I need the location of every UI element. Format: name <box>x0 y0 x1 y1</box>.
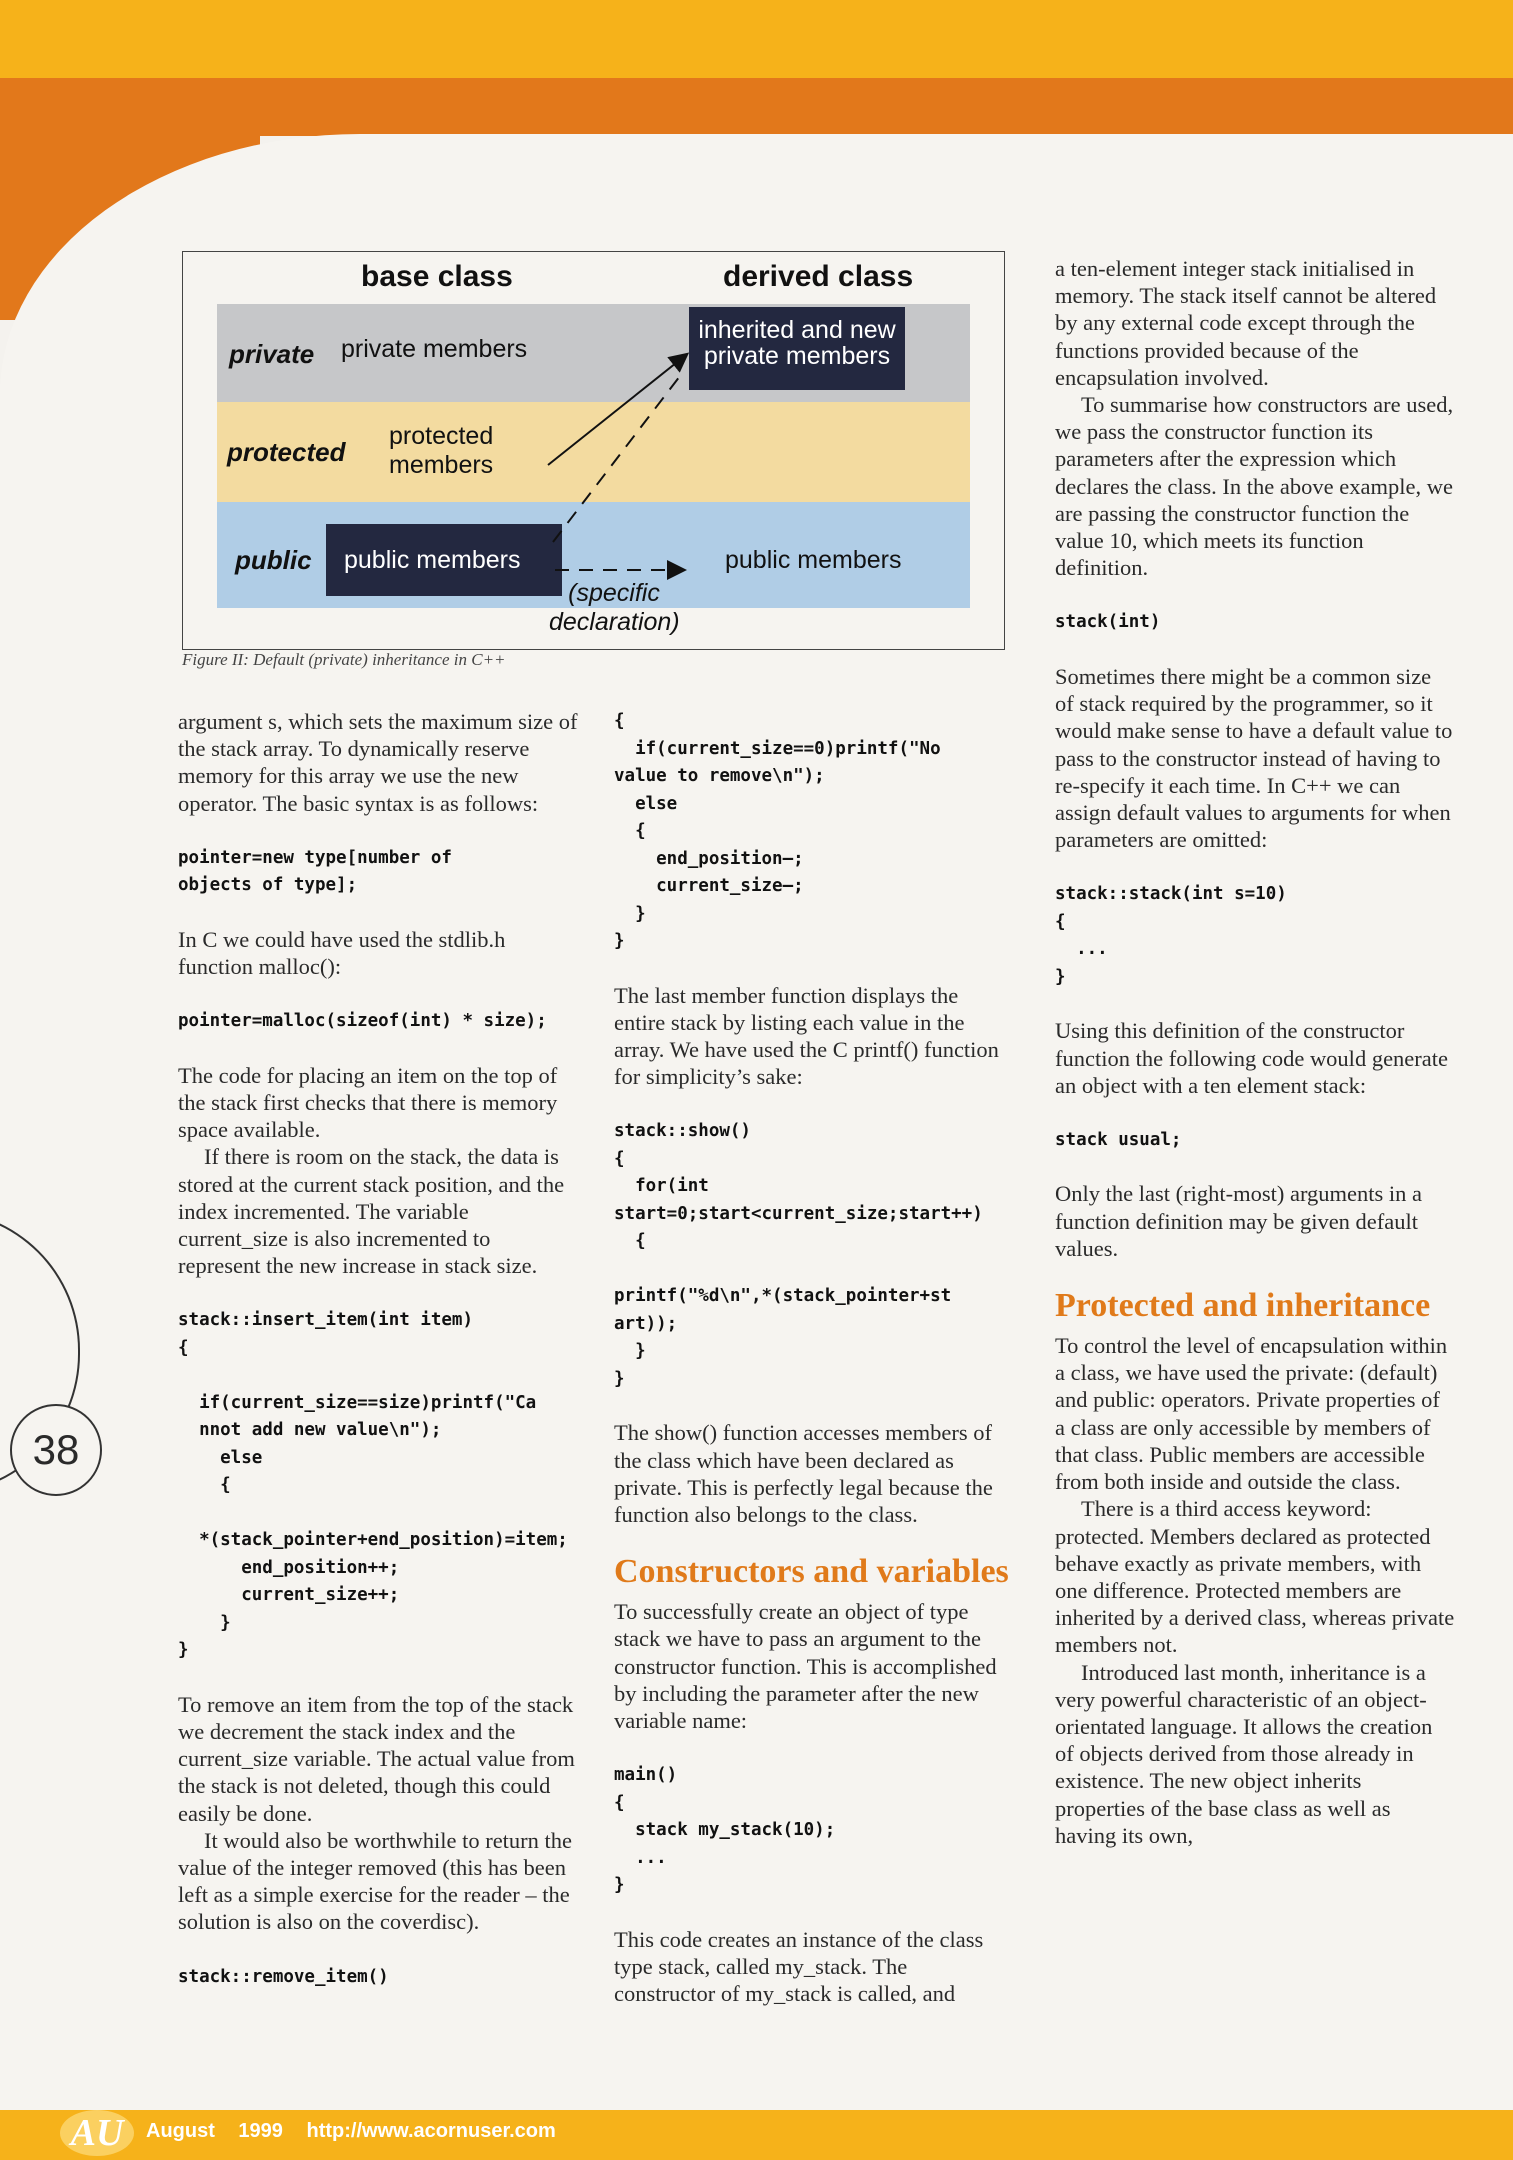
paragraph: The show() function accesses members of the class which have been declared as private. This is perfectly legal because the function also belongs to the class. <box>614 1420 993 1527</box>
paragraph: Only the last (right-most) arguments in a function definition may be given default values. <box>1055 1181 1423 1261</box>
paragraph: To remove an item from the top of the stack we decrement the stack index and the current_size variable. The actual value from the stack is not deleted, though this could easily be done. <box>178 1691 575 1826</box>
paragraph: The code for placing an item on the top of the stack first checks that there is memory space available. <box>178 1062 558 1143</box>
acorn-user-logo: AU <box>60 2110 134 2156</box>
inheritance-diagram <box>182 251 1005 650</box>
protected-label: protected <box>227 437 346 467</box>
code-block: stack::remove_item() <box>178 1966 389 1987</box>
column-1 <box>178 708 578 1991</box>
section-heading-protected: Protected and inheritance <box>1055 1287 1431 1325</box>
protected-members-base: protected members <box>389 422 494 479</box>
code-block: stack::insert_item(int item) { if(current_size==size)printf("Ca nnot add new value\n"); else { *(stack_pointer+end_position)=item; end_position++; current_size++; } } <box>178 1310 568 1661</box>
code-block: pointer=new type[number of objects of type]; <box>178 847 452 896</box>
public-to-private-dashed-arrow <box>553 376 680 542</box>
inheritance-arrows <box>183 252 1004 649</box>
paragraph: argument s, which sets the maximum size of the stack array. To dynamically reserve memory for this array we use the new operator. The basic syntax is as follows: <box>178 709 578 816</box>
specific-declaration-label: (specific declaration) <box>549 579 680 636</box>
code-block: stack usual; <box>1055 1129 1182 1150</box>
paragraph: Sometimes there might be a common size of stack required by the programmer, so it would make sense to have a default value to pass to the constructor instead of having to re-specify it each time. In C++ we can assign default values to arguments for when parameters are omitted: <box>1055 663 1453 853</box>
private-members-base: private members <box>341 335 528 363</box>
page-number: 38 <box>10 1404 102 1496</box>
code-block: stack::stack(int s=10) { ... } <box>1055 884 1287 987</box>
code-block: pointer=malloc(sizeof(int) * size); <box>178 1011 547 1032</box>
footer-date: August 1999 <box>146 2120 283 2142</box>
inherited-private-box: inherited and new private members <box>689 307 905 390</box>
paragraph: To control the level of encapsulation within a class, we have used the private: (default) and public: operators. Private properties of a class are only accessible by members of that class. Public members are accessible from both inside and outside the class. <box>1055 1333 1448 1495</box>
paragraph: If there is room on the stack, the data is stored at the current stack position, and the index incremented. The variable current_size is also incremented to represent the new increase in stack size. <box>178 1144 565 1279</box>
derived-class-heading: derived class <box>723 260 914 293</box>
paragraph: In C we could have used the stdlib.h function malloc(): <box>178 926 506 980</box>
section-heading-constructors: Constructors and variables <box>614 1553 1009 1591</box>
paragraph: a ten-element integer stack initialised in memory. The stack itself cannot be altered by any external code except through the functions provided because of the encapsulation involved. <box>1055 256 1437 390</box>
column-3 <box>1055 255 1455 1849</box>
code-block: { if(current_size==0)printf("No value to remove\n"); else { end_position–; current_size–; } } <box>614 711 941 951</box>
figure-caption: Figure II: Default (private) inheritance in C++ <box>182 650 506 669</box>
paragraph: This code creates an instance of the class type stack, called my_stack. The constructor of my_stack is called, and <box>614 1926 984 2007</box>
paragraph: Introduced last month, inheritance is a very powerful characteristic of an object-orientated language. It allows the creation of objects derived from those already in existence. The new object inherits properties of the base class as well as having its own, <box>1055 1659 1433 1848</box>
public-members-base-box: public members <box>326 524 562 596</box>
code-block: stack::show() { for(int start=0;start<current_size;start++) { printf("%d\n",*(stack_pointer+st art)); } } <box>614 1121 983 1389</box>
top-yellow-band <box>0 0 1513 80</box>
protected-to-private-arrow <box>548 355 686 465</box>
public-label: public <box>235 545 312 575</box>
paragraph: The last member function displays the entire stack by listing each value in the array. We have used the C printf() function for simplicity’s sake: <box>614 982 999 1090</box>
code-block: stack(int) <box>1055 612 1161 633</box>
paragraph: To summarise how constructors are used, we pass the constructor function its parameters after the expression which declares the class. In the above example, we are passing the constructor function the value 10, which meets its function definition. <box>1055 392 1454 581</box>
column-2 <box>614 708 1010 2007</box>
footer-text <box>146 2120 556 2143</box>
paragraph: There is a third access keyword: protected. Members declared as protected behave exactly as private members, with one difference. Protected members are inherited by a derived class, whereas private members not. <box>1055 1496 1455 1658</box>
code-block: main() { stack my_stack(10); ... } <box>614 1765 836 1896</box>
paragraph: It would also be worthwhile to return the value of the integer removed (this has been left as a simple exercise for the reader – the solution is also on the coverdisc). <box>178 1827 573 1935</box>
base-class-heading: base class <box>361 260 513 293</box>
paragraph: To successfully create an object of type stack we have to pass an argument to the constructor function. This is accomplished by including the parameter after the new variable name: <box>614 1599 997 1733</box>
paragraph: Using this definition of the constructor function the following code would generate an object with a ten element stack: <box>1055 1018 1449 1098</box>
private-label: private <box>229 339 315 369</box>
public-members-derived: public members <box>725 546 902 574</box>
footer-url[interactable]: http://www.acornuser.com <box>306 2120 556 2142</box>
